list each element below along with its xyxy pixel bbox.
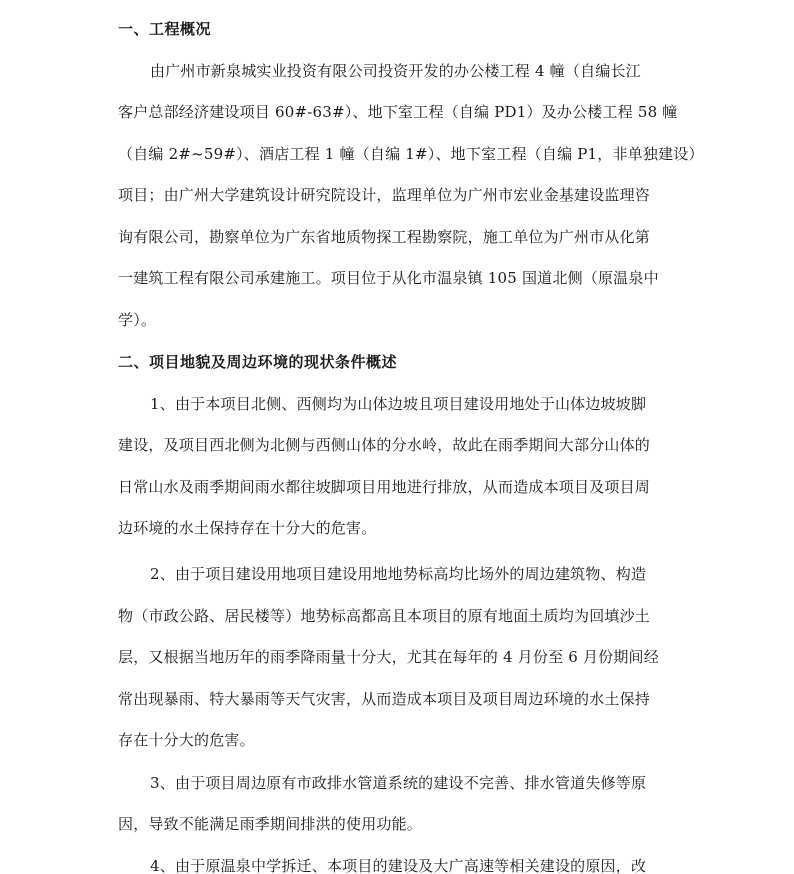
paragraph-line: 询有限公司，勘察单位为广东省地质物探工程勘察院，施工单位为广州市从化第: [118, 228, 651, 246]
paragraph-line: 存在十分大的危害。: [118, 731, 255, 749]
paragraph-line: 一建筑工程有限公司承建施工。项目位于从化市温泉镇 105 国道北侧（原温泉中: [118, 269, 659, 287]
paragraph-line: 层，又根据当地历年的雨季降雨量十分大，尤其在每年的 4 月份至 6 月份期间经: [118, 648, 659, 666]
paragraph-line: 日常山水及雨季期间雨水都往坡脚项目用地进行排放，从而造成本项目及项目周: [118, 478, 651, 496]
paragraph-line: 4、由于原温泉中学拆迁、本项目的建设及大广高速等相关建设的原因，改: [150, 857, 647, 874]
paragraph-line: 项目；由广州大学建筑设计研究院设计，监理单位为广州市宏业金基建设监理咨: [118, 186, 651, 204]
paragraph-line: 3、由于项目周边原有市政排水管道系统的建设不完善、排水管道失修等原: [150, 774, 647, 792]
paragraph-line: 边环境的水土保持存在十分大的危害。: [118, 519, 377, 537]
paragraph-line: 建设，及项目西北侧为北侧与西侧山体的分水岭，故此在雨季期间大部分山体的: [118, 436, 651, 454]
paragraph-line: 客户总部经济建设项目 60#-63#）、地下室工程（自编 PD1）及办公楼工程 58 幢: [118, 103, 678, 121]
paragraph-line: 因，导致不能满足雨季期间排洪的使用功能。: [118, 815, 423, 833]
paragraph-line: 学）。: [118, 311, 157, 329]
paragraph-line: 1、由于本项目北侧、西侧均为山体边坡且项目建设用地处于山体边坡坡脚: [150, 395, 647, 413]
paragraph-line: 2、由于项目建设用地项目建设用地地势标高均比场外的周边建筑物、构造: [150, 565, 647, 583]
paragraph-line: 由广州市新泉城实业投资有限公司投资开发的办公楼工程 4 幢（自编长江: [150, 62, 641, 80]
section-heading-project-overview: 一、工程概况: [118, 20, 212, 38]
paragraph-line: 常出现暴雨、特大暴雨等天气灾害，从而造成本项目及项目周边环境的水土保持: [118, 690, 651, 708]
paragraph-line: （自编 2#~59#）、酒店工程 1 幢（自编 1#）、地下室工程（自编 P1，非单独建设）: [118, 145, 704, 163]
section-heading-site-conditions: 二、项目地貌及周边环境的现状条件概述: [118, 353, 398, 371]
paragraph-line: 物（市政公路、居民楼等）地势标高都高且本项目的原有地面土质均为回填沙土: [118, 607, 651, 625]
